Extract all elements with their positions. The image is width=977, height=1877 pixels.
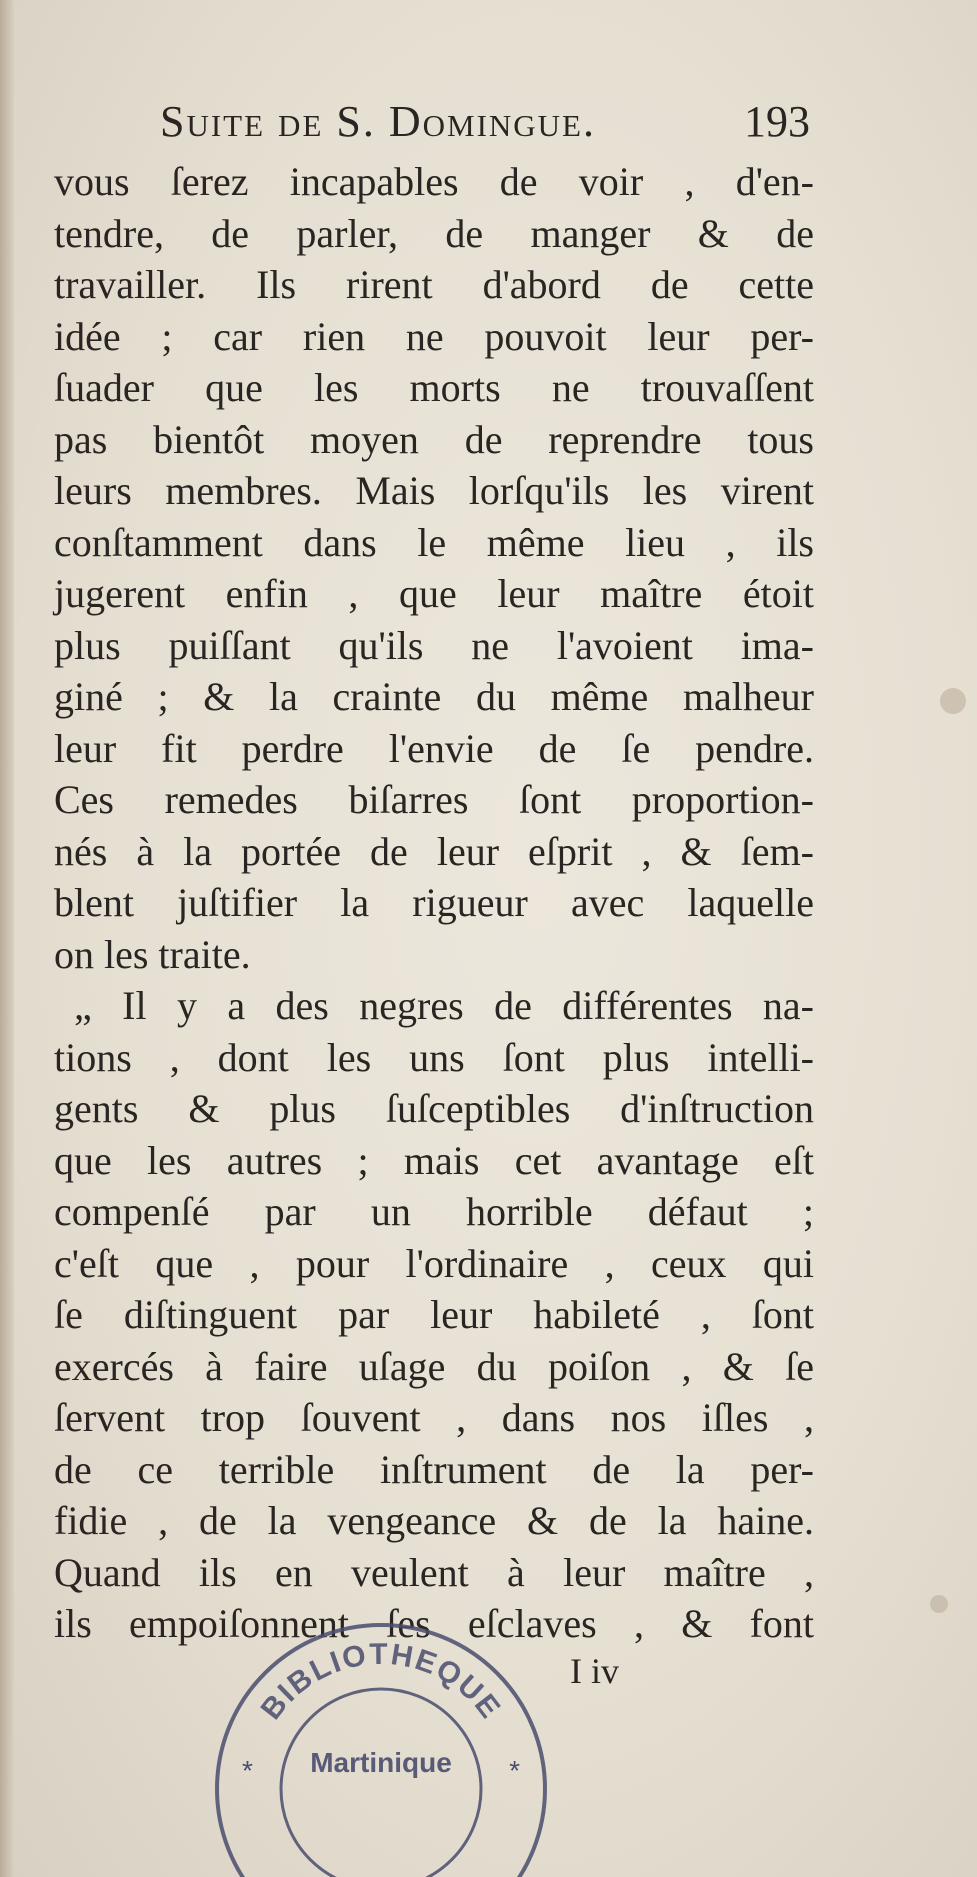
paper-stain	[940, 688, 966, 714]
text-line: tendre, de parler, de manger & de	[54, 210, 814, 256]
text-line: giné ; & la crainte du même malheur	[54, 674, 814, 719]
text-line: leurs membres. Mais lorſqu'ils les virent	[54, 468, 814, 513]
text-line: ſe diſtinguent par leur habileté , ſont	[54, 1292, 814, 1337]
text-line: vous ſerez incapables de voir , d'en-	[54, 159, 814, 204]
text-line: gents & plus ſuſceptibles d'inſtruction	[54, 1086, 814, 1131]
text-line: jugerent enfin , que leur maître étoit	[54, 571, 814, 616]
body-text	[54, 156, 814, 1650]
text-line: conſtamment dans le même lieu , ils	[54, 519, 814, 565]
text-line: ils empoiſonnent ſes eſclaves , & font	[54, 1601, 814, 1646]
stamp-center-text: Martinique	[310, 1747, 452, 1778]
text-line: nés à la portée de leur eſprit , & ſem-	[54, 828, 814, 874]
text-line: ſuader que les morts ne trouvaſſent	[54, 365, 814, 410]
page-gutter	[0, 0, 14, 1877]
text-line: ſervent trop ſouvent , dans nos iſles ,	[54, 1395, 814, 1440]
text-line: fidie , de la vengeance & de la haine.	[54, 1498, 814, 1543]
text-line: de ce terrible inſtrument de la per-	[54, 1446, 814, 1492]
stamp-inner-ring	[281, 1689, 481, 1877]
text-line: tions , dont les uns ſont plus intelli-	[54, 1034, 814, 1080]
text-line: plus puiſſant qu'ils ne l'avoient ima-	[54, 622, 814, 668]
stamp-top-text: BIBLIOTHEQUE	[254, 1637, 508, 1726]
stamp-star-icon: *	[509, 1755, 520, 1786]
paper-stain	[930, 1595, 948, 1613]
text-line: Ces remedes biſarres ſont proportion-	[54, 777, 814, 822]
stamp-star-icon: *	[242, 1755, 253, 1786]
running-head: Suite de S. Domingue.	[160, 97, 596, 146]
catchword: I iv	[570, 1651, 619, 1691]
page-number: 193	[744, 97, 810, 146]
text-line: Quand ils en veulent à leur maître ,	[54, 1549, 814, 1595]
text-line: exercés à faire uſage du poiſon , & ſe	[54, 1343, 814, 1389]
library-stamp	[212, 1620, 550, 1877]
text-line: travailler. Ils rirent d'abord de cette	[54, 262, 814, 307]
text-line: c'eſt que , pour l'ordinaire , ceux qui	[54, 1240, 814, 1286]
page-header	[160, 96, 810, 156]
text-line: blent juſtifier la rigueur avec laquelle	[54, 880, 814, 925]
text-line: pas bientôt moyen de reprendre tous	[54, 416, 814, 462]
text-line: compenſé par un horrible défaut ;	[54, 1189, 814, 1234]
text-line: leur fit perdre l'envie de ſe pendre.	[54, 725, 814, 771]
text-line: que les autres ; mais cet avantage eſt	[54, 1137, 814, 1183]
text-line: on les traite.	[54, 931, 251, 977]
text-line: idée ; car rien ne pouvoit leur per-	[54, 313, 814, 359]
text-line: „ Il y a des negres de différentes na-	[74, 983, 814, 1028]
